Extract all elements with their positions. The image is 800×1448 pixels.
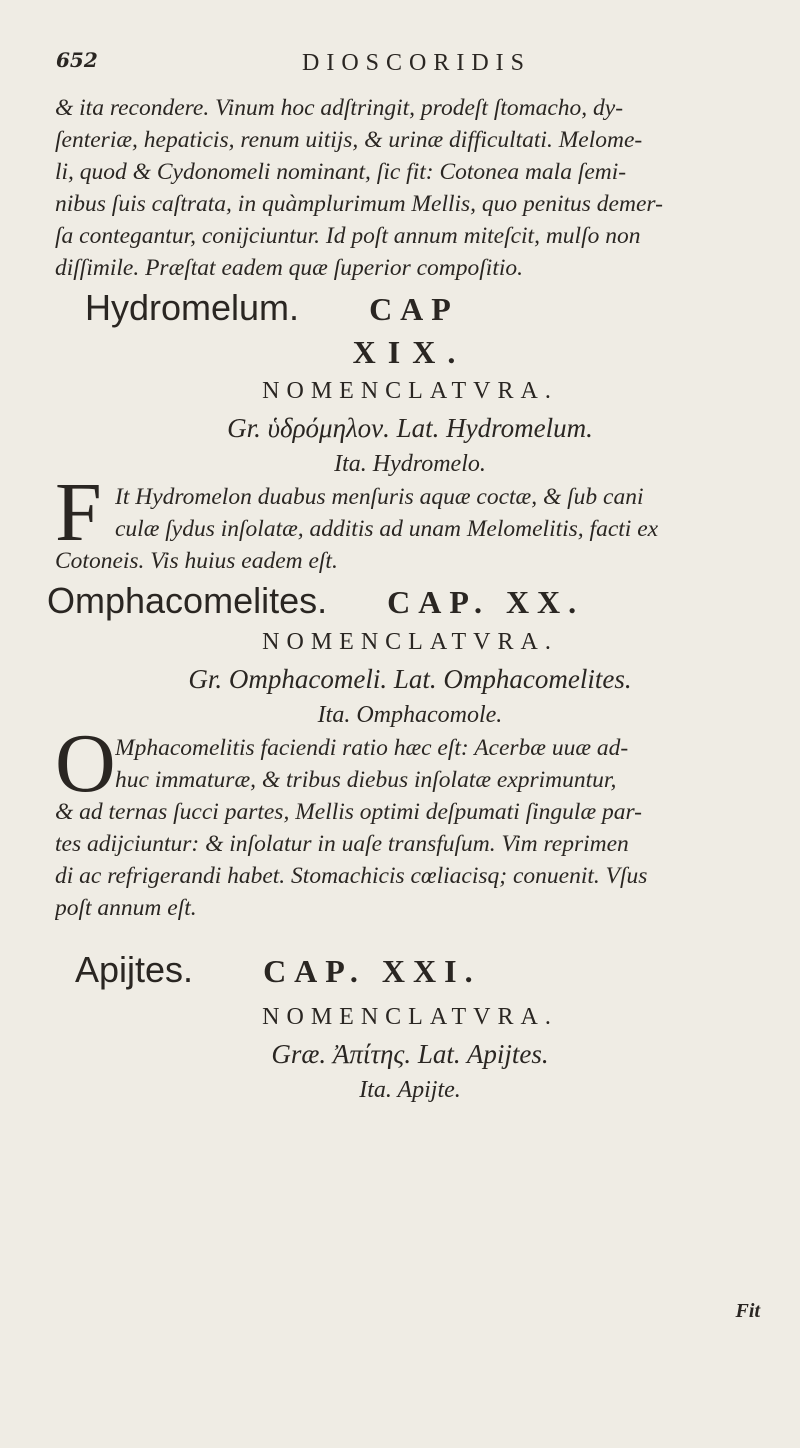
chapter-heading xyxy=(55,286,765,331)
text-line: ſenteriæ, hepaticis, renum uitijs, & urinæ difficultati. Melome- xyxy=(55,127,643,153)
greek-latin-names: Gr. ὑδρόμηλον. Lat. Hydromelum. xyxy=(227,413,593,443)
text-line: & ad ternas ſucci partes, Mellis optimi deſpumati ſingulæ par- xyxy=(55,799,642,825)
text-line: & ita recondere. Vinum hoc adſtringit, prodeſt ſtomacho, dy- xyxy=(55,95,624,121)
nomenclatura-heading: NOMENCLATVRA. xyxy=(262,378,558,404)
text-line: It Hydromelon duabus menſuris aquæ coctæ, & ſub cani xyxy=(115,484,644,510)
page-body xyxy=(47,92,765,1107)
chapter-title: Omphacomelites. xyxy=(47,580,328,621)
chapter-cap-label: CAP. XX. xyxy=(387,584,585,620)
text-line: huc immaturæ, & tribus diebus inſolatæ exprimuntur, xyxy=(115,767,617,793)
italian-name: Ita. Hydromelo. xyxy=(334,451,486,477)
page-number: 652 xyxy=(56,48,98,72)
chapter-cap-label: CAP. XXI. xyxy=(263,953,481,989)
text-line: ſa contegantur, conijciuntur. Id poſt annum miteſcit, mulſo non xyxy=(55,223,641,249)
italian-name: Ita. Apijte. xyxy=(359,1077,461,1103)
chapter-paragraph xyxy=(55,717,765,924)
chapter-hydromelum xyxy=(55,286,765,577)
text-line: li, quod & Cydonomeli nominant, ſic fit: Cotonea mala ſemi- xyxy=(55,159,627,185)
chapter-paragraph xyxy=(55,466,765,577)
italian-name: Ita. Omphacomole. xyxy=(317,702,503,728)
text-line: Cotoneis. Vis huius eadem eſt. xyxy=(55,548,338,574)
chapter-number: XIX. xyxy=(352,334,468,370)
chapter-heading xyxy=(47,579,765,624)
text-line: poſt annum eſt. xyxy=(55,895,197,921)
page-header xyxy=(52,44,752,84)
chapter-heading xyxy=(55,948,765,993)
chapter-title: Hydromelum. xyxy=(85,287,300,328)
catchword: Fit xyxy=(735,1300,760,1322)
intro-paragraph xyxy=(55,92,765,284)
text-line: di ac refrigerandi habet. Stomachicis cœliacisq; conuenit. Vſus xyxy=(55,863,648,889)
greek-latin-names: Græ. Ἀπίτης. Lat. Apijtes. xyxy=(271,1039,549,1069)
text-line: culæ ſydus inſolatæ, additis ad unam Melomelitis, facti ex xyxy=(115,516,659,542)
drop-cap: O xyxy=(55,717,116,810)
nomenclatura-heading: NOMENCLATVRA. xyxy=(262,629,558,655)
running-head: DIOSCORIDIS xyxy=(302,50,532,76)
text-line: nibus ſuis caſtrata, in quàmplurimum Mellis, quo penitus demer- xyxy=(55,191,663,217)
chapter-apijtes xyxy=(55,948,765,1107)
text-line: tes adijciuntur: & inſolatur in uaſe transfuſum. Vim reprimen xyxy=(55,831,629,857)
drop-cap: F xyxy=(55,466,102,559)
chapter-omphacomelites xyxy=(47,579,765,924)
nomenclatura-heading: NOMENCLATVRA. xyxy=(262,1004,558,1030)
text-line: Mphacomelitis faciendi ratio hæc eſt: Acerbæ uuæ ad- xyxy=(115,735,629,761)
greek-latin-names: Gr. Omphacomeli. Lat. Omphacomelites. xyxy=(188,664,632,694)
text-line: diſſimile. Præſtat eadem quæ ſuperior compoſitio. xyxy=(55,255,524,281)
chapter-cap-label: CAP xyxy=(369,291,459,327)
chapter-title: Apijtes. xyxy=(75,949,194,990)
